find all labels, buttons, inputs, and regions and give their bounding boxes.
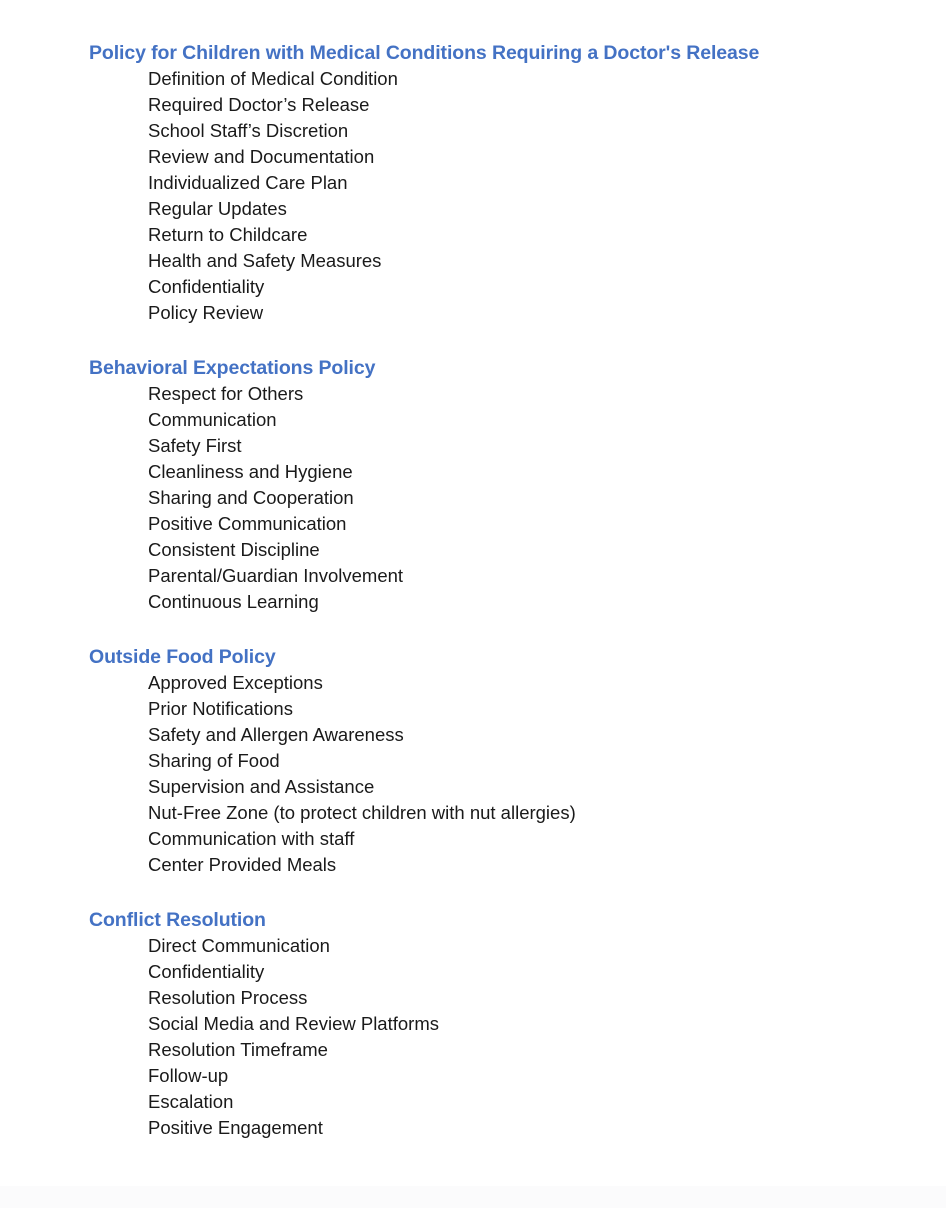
section-heading: Behavioral Expectations Policy (89, 357, 376, 379)
policy-section (89, 644, 886, 878)
list-item: Sharing of Food (148, 750, 280, 771)
list-item: Cleanliness and Hygiene (148, 461, 353, 482)
list-item: Respect for Others (148, 383, 304, 404)
list-item: Positive Communication (148, 513, 347, 534)
list-item: Communication (148, 409, 277, 430)
list-item: Parental/Guardian Involvement (148, 565, 404, 586)
list-item: Confidentiality (148, 961, 265, 982)
section-heading: Outside Food Policy (89, 646, 276, 668)
section-item-list (89, 670, 886, 878)
list-item: Resolution Process (148, 987, 308, 1008)
list-item: Prior Notifications (148, 698, 293, 719)
list-item: Communication with staff (148, 828, 355, 849)
list-item: Continuous Learning (148, 591, 319, 612)
list-item: Required Doctor’s Release (148, 94, 370, 115)
section-item-list (89, 933, 886, 1141)
list-item: Escalation (148, 1091, 234, 1112)
list-item: Return to Childcare (148, 224, 308, 245)
list-item: Policy Review (148, 302, 264, 323)
list-item: School Staff’s Discretion (148, 120, 349, 141)
list-item: Center Provided Meals (148, 854, 337, 875)
list-item: Consistent Discipline (148, 539, 320, 560)
section-item-list (89, 66, 886, 326)
list-item: Individualized Care Plan (148, 172, 348, 193)
policy-section (89, 40, 886, 326)
list-item: Social Media and Review Platforms (148, 1013, 439, 1034)
list-item: Safety and Allergen Awareness (148, 724, 404, 745)
list-item: Definition of Medical Condition (148, 68, 398, 89)
list-item: Sharing and Cooperation (148, 487, 354, 508)
list-item: Supervision and Assistance (148, 776, 375, 797)
policy-section (89, 355, 886, 615)
list-item: Follow-up (148, 1065, 229, 1086)
list-item: Review and Documentation (148, 146, 375, 167)
list-item: Confidentiality (148, 276, 265, 297)
list-item: Nut-Free Zone (to protect children with nut allergies) (148, 802, 576, 823)
list-item: Approved Exceptions (148, 672, 323, 693)
policy-section (89, 907, 886, 1141)
list-item: Direct Communication (148, 935, 330, 956)
list-item: Positive Engagement (148, 1117, 323, 1138)
section-heading: Conflict Resolution (89, 909, 266, 931)
page-bottom-edge (0, 1186, 946, 1208)
list-item: Health and Safety Measures (148, 250, 382, 271)
section-heading: Policy for Children with Medical Conditions Requiring a Doctor's Release (89, 42, 760, 64)
list-item: Resolution Timeframe (148, 1039, 328, 1060)
list-item: Safety First (148, 435, 242, 456)
list-item: Regular Updates (148, 198, 287, 219)
section-item-list (89, 381, 886, 615)
document-body (89, 40, 886, 1141)
